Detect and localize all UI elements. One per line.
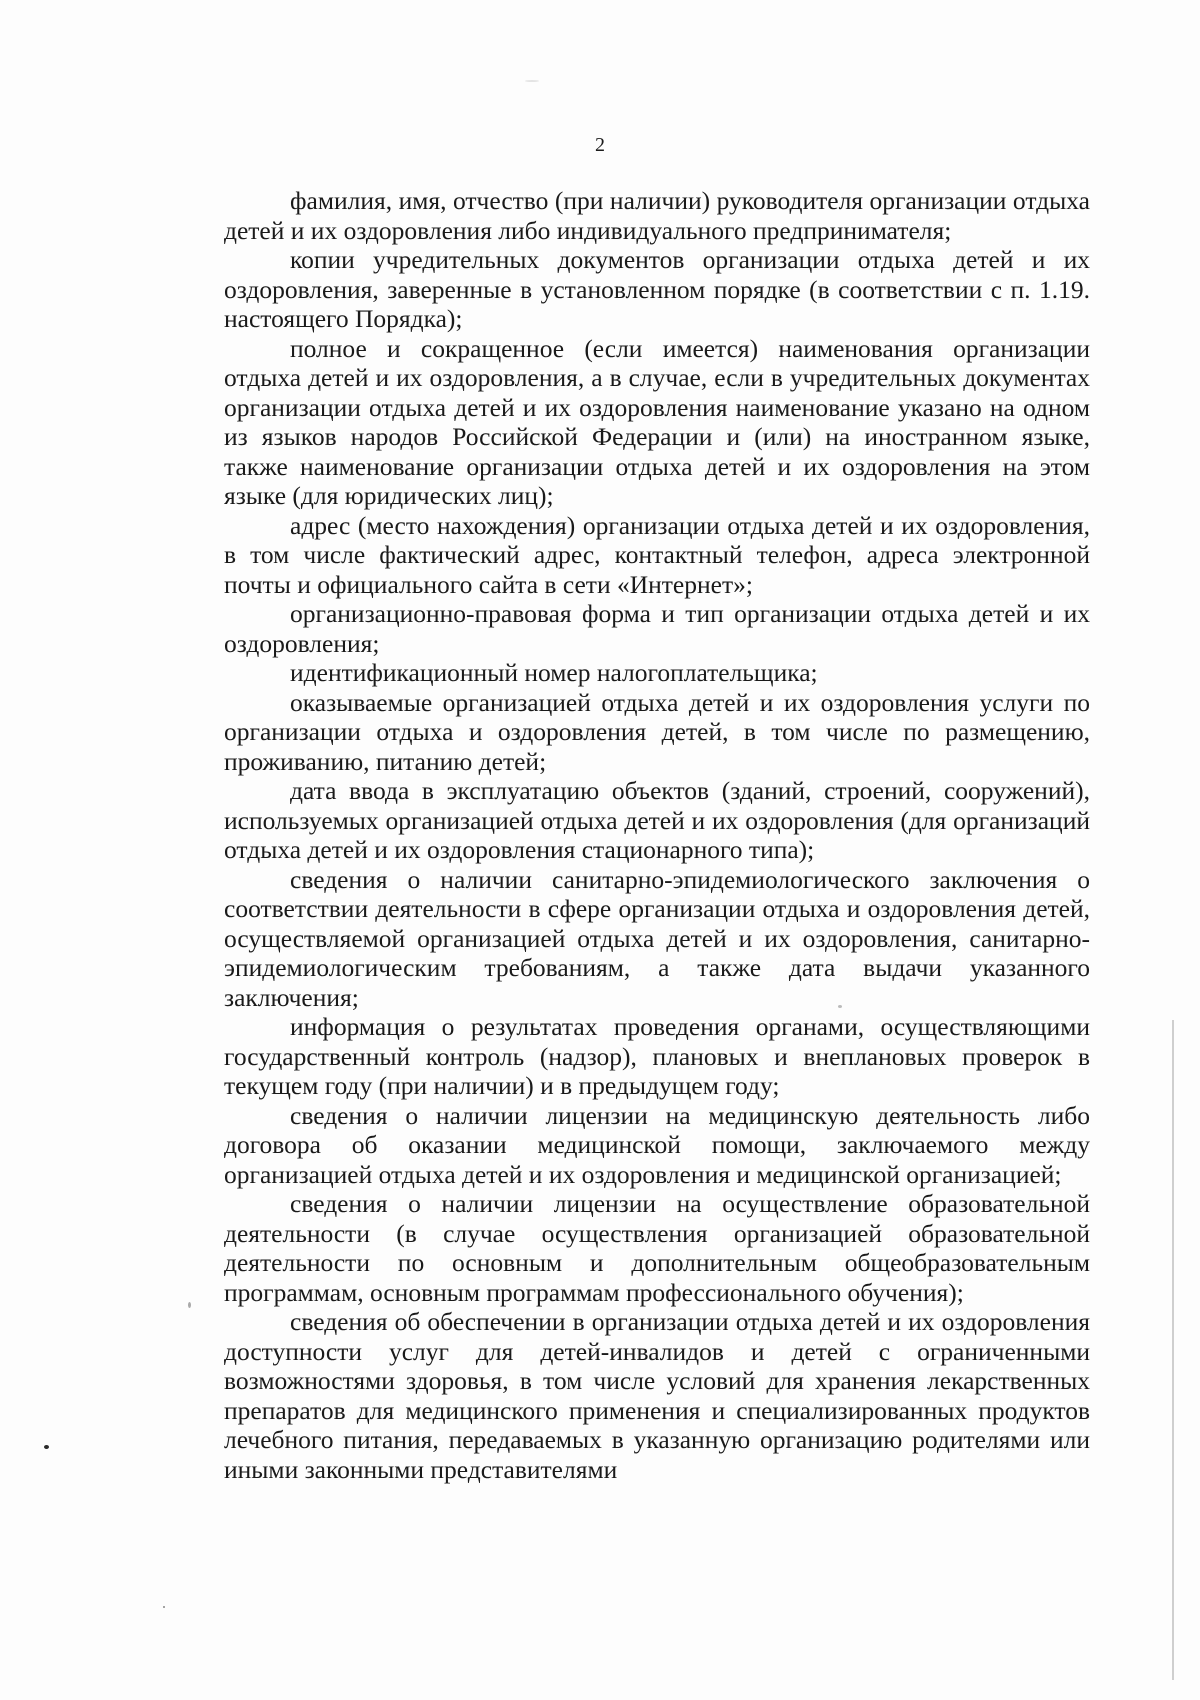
paragraph-director-name: фамилия, имя, отчество (при наличии) руководителя организации отдыха детей и их оздоровления либо индивидуального предпринимателя; (224, 186, 1090, 245)
scan-edge-line (1172, 1020, 1174, 1680)
page-number: 2 (595, 134, 605, 156)
paragraph-accessibility: сведения об обеспечении в организации отдыха детей и их оздоровления доступности услуг для детей-инвалидов и детей с ограниченными возможностями здоровья, в том числе условий для хранения лекарственных препаратов для медицинского применения и специализированных продуктов лечебного питания, передаваемых в указанную организацию родителями или иными законными представителями (224, 1307, 1090, 1484)
document-body (224, 186, 1090, 1484)
paragraph-inspections: информация о результатах проведения органами, осуществляющими государственный контроль (надзор), плановых и внеплановых проверок в текущем году (при наличии) и в предыдущем году; (224, 1012, 1090, 1100)
paragraph-tax-id: идентификационный номер налогоплательщика; (290, 658, 818, 687)
paragraph-commissioning-date: дата ввода в эксплуатацию объектов (зданий, строений, сооружений), используемых организацией отдыха детей и их оздоровления (для организаций отдыха детей и их оздоровления стационарного типа); (224, 776, 1090, 864)
scan-speck (525, 80, 539, 82)
paragraph-sanitary-conclusion: сведения о наличии санитарно-эпидемиологического заключения о соответствии деятельности в сфере организации отдыха и оздоровления детей, осуществляемой организацией отдыха детей и их оздоровления, санитарно-эпидемиологическим требованиям, а также дата выдачи указанного заключения; (224, 864, 1090, 1012)
paragraph-address: адрес (место нахождения) организации отдыха детей и их оздоровления, в том числе фактический адрес, контактный телефон, адреса электронной почты и официального сайта в сети «Интернет»; (224, 510, 1090, 599)
scan-speck (838, 1005, 842, 1008)
scan-speck (44, 1445, 49, 1449)
paragraph-services: оказываемые организацией отдыха детей и их оздоровления услуги по организации отдыха и оздоровления детей, в том числе по размещению, проживанию, питанию детей; (224, 687, 1090, 776)
paragraph-medical-license: сведения о наличии лицензии на медицинскую деятельность либо договора об оказании медицинской помощи, заключаемого между организацией отдыха детей и их оздоровления и медицинской организацией; (224, 1100, 1090, 1189)
scan-speck (188, 1302, 191, 1308)
paragraph-organization-name: полное и сокращенное (если имеется) наименования организации отдыха детей и их оздоровления, а в случае, если в учредительных документах организации отдыха детей и их оздоровления наименование указано на одном из языков народов Российской Федерации и (или) на иностранном языке, также наименование организации отдыха детей и их оздоровления на этом языке (для юридических лиц); (224, 333, 1090, 510)
scan-speck (163, 1606, 165, 1608)
paragraph-education-license: сведения о наличии лицензии на осуществление образовательной деятельности (в случае осуществления организацией образовательной деятельности по основным и дополнительным общеобразовательным программам, основным программам профессионального обучения); (224, 1189, 1090, 1307)
paragraph-founding-documents: копии учредительных документов организации отдыха детей и их оздоровления, заверенные в установленном порядке (в соответствии с п. 1.19. настоящего Порядка); (224, 245, 1090, 333)
paragraph-legal-form: организационно-правовая форма и тип организации отдыха детей и их оздоровления; (224, 599, 1090, 658)
